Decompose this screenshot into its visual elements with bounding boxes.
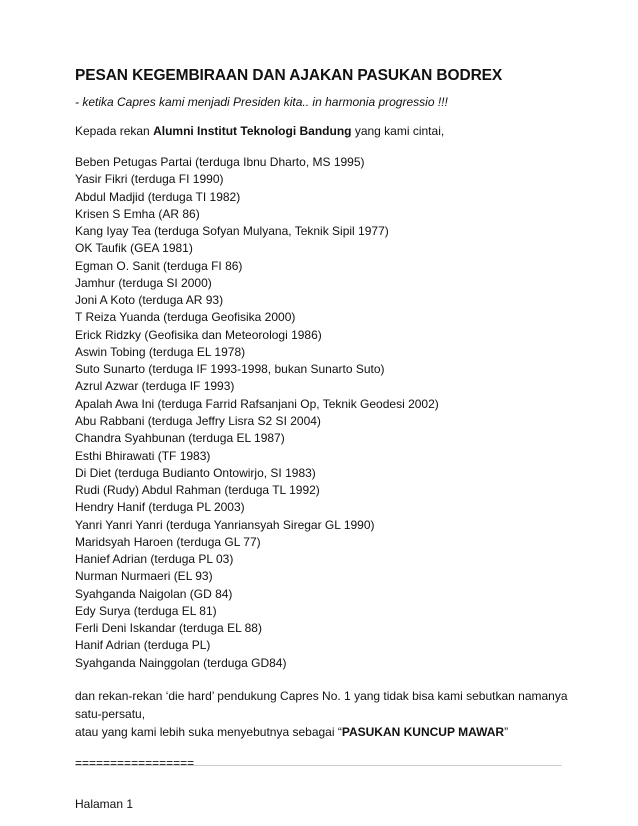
page-footer: Halaman 1 [75, 797, 134, 811]
list-item: Syahganda Nainggolan (terduga GD84) [75, 655, 287, 670]
closing-line-3-prefix: atau yang kami lebih suka menyebutnya sebagai “ [75, 724, 342, 739]
list-item: Abu Rabbani (terduga Jeffry Lisra S2 SI 2004) [75, 413, 321, 428]
document-body [75, 66, 575, 771]
list-item: Ferli Deni Iskandar (terduga EL 88) [75, 621, 262, 636]
list-item: Nurman Nurmaeri (EL 93) [75, 569, 213, 584]
list-item: Jamhur (terduga SI 2000) [75, 275, 212, 290]
list-item: Chandra Syahbunan (terduga EL 1987) [75, 431, 285, 446]
list-item: Beben Petugas Partai (terduga Ibnu Dharto, MS 1995) [75, 155, 365, 169]
greeting-prefix: Kepada rekan [75, 124, 154, 138]
closing-line-1: dan rekan-rekan ‘die hard’ pendukung Capres No. 1 yang tidak bisa kami sebutkan namanya [75, 688, 568, 703]
separator-line: ================= [75, 755, 195, 770]
greeting-suffix: yang kami cintai, [351, 124, 445, 138]
document-title: PESAN KEGEMBIRAAN DAN AJAKAN PASUKAN BODREX [75, 67, 503, 84]
list-item: Aswin Tobing (terduga EL 1978) [75, 344, 246, 359]
list-item: OK Taufik (GEA 1981) [75, 241, 193, 256]
closing-line-2: satu-persatu, [75, 706, 146, 721]
greeting-line [75, 123, 575, 139]
greeting-bold: Alumni Institut Teknologi Bandung [153, 124, 352, 138]
list-item: Hanif Adrian (terduga PL) [75, 638, 211, 653]
list-item: Yasir Fikri (terduga FI 1990) [75, 172, 224, 187]
closing-line-3 [75, 723, 575, 741]
list-item: Azrul Azwar (terduga IF 1993) [75, 379, 235, 394]
footer-divider [75, 765, 562, 766]
list-item: Di Diet (terduga Budianto Ontowirjo, SI 1983) [75, 465, 316, 480]
list-item: Edy Surya (terduga EL 81) [75, 603, 217, 618]
list-item: Hendry Hanif (terduga PL 2003) [75, 500, 245, 515]
closing-line-3-suffix: ” [504, 724, 509, 739]
names-list [75, 154, 575, 672]
list-item: Esthi Bhirawati (TF 1983) [75, 448, 211, 463]
list-item: T Reiza Yuanda (terduga Geofisika 2000) [75, 310, 296, 325]
list-item: Krisen S Emha (AR 86) [75, 206, 200, 221]
list-item: Apalah Awa Ini (terduga Farrid Rafsanjani Op, Teknik Geodesi 2002) [75, 396, 439, 411]
list-item: Erick Ridzky (Geofisika dan Meteorologi 1986) [75, 327, 322, 342]
closing-paragraph [75, 687, 575, 741]
closing-line-3-bold: PASUKAN KUNCUP MAWAR [341, 724, 505, 739]
list-item: Kang Iyay Tea (terduga Sofyan Mulyana, Teknik Sipil 1977) [75, 224, 389, 239]
list-item: Syahganda Naigolan (GD 84) [75, 586, 233, 601]
list-item: Maridsyah Haroen (terduga GL 77) [75, 534, 261, 549]
list-item: Egman O. Sanit (terduga FI 86) [75, 258, 243, 273]
document-subtitle: - ketika Capres kami menjadi Presiden kita.. in harmonia progressio !!! [75, 95, 448, 109]
list-item: Suto Sunarto (terduga IF 1993-1998, bukan Sunarto Suto) [75, 362, 385, 377]
list-item: Rudi (Rudy) Abdul Rahman (terduga TL 1992) [75, 483, 320, 498]
list-item: Yanri Yanri Yanri (terduga Yanriansyah Siregar GL 1990) [75, 517, 375, 532]
list-item: Joni A Koto (terduga AR 93) [75, 293, 224, 308]
list-item: Abdul Madjid (terduga TI 1982) [75, 189, 241, 204]
list-item: Hanief Adrian (terduga PL 03) [75, 552, 234, 567]
